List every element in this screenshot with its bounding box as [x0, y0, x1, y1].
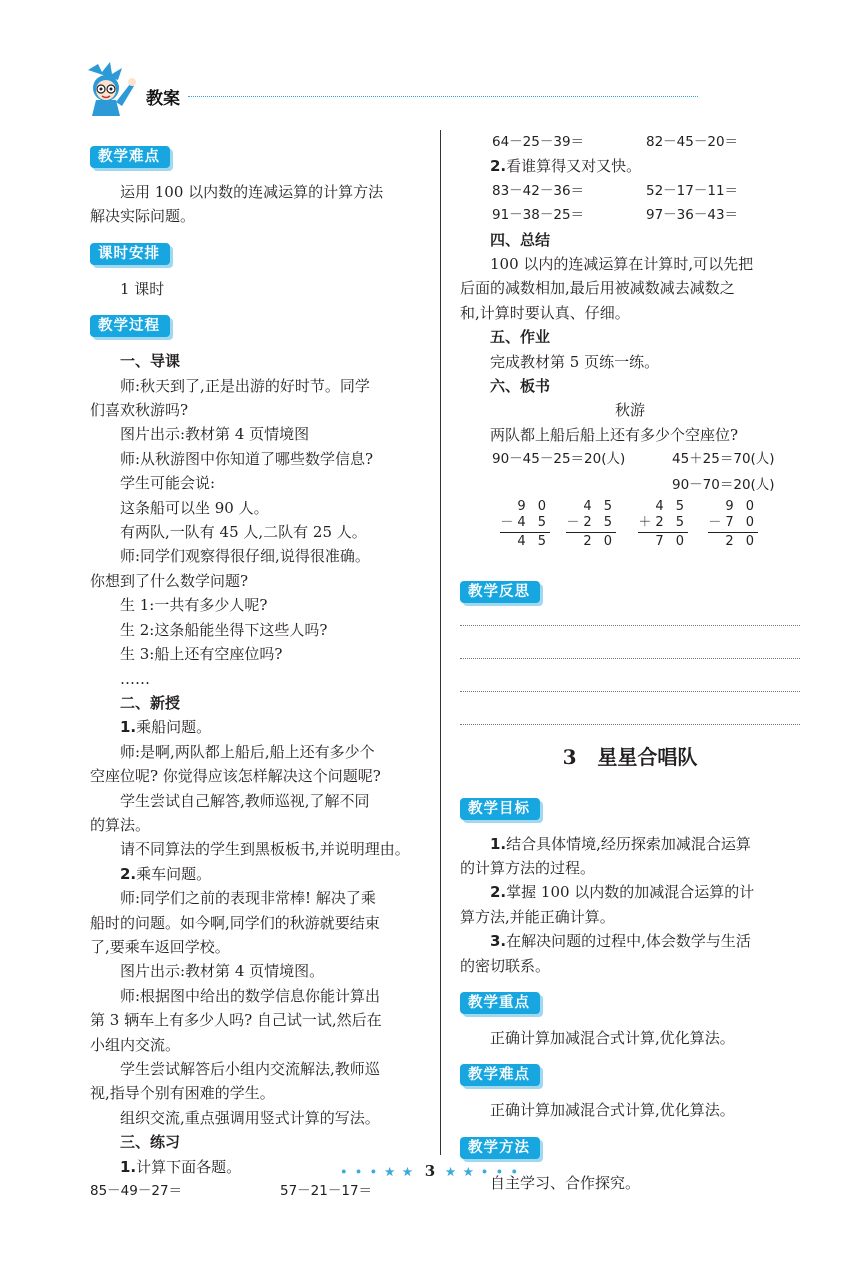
vertical-operand: －4 5: [500, 515, 550, 531]
paragraph: 有两队,一队有 45 人,二队有 25 人。: [120, 523, 367, 542]
paragraph: 师:从秋游图中你知道了哪些数学信息?: [120, 449, 374, 468]
subheading: 二、新授: [120, 693, 181, 712]
vertical-result: 2 0: [725, 534, 758, 550]
subheading: 一、导课: [120, 352, 181, 371]
lesson-heading: [460, 745, 800, 769]
vertical-operand: －7 0: [708, 515, 758, 531]
ellipsis: ……: [120, 669, 150, 688]
paragraph: 和,计算时要认真、仔细。: [460, 303, 630, 322]
paragraph: 师:根据图中给出的数学信息你能计算出: [120, 986, 381, 1005]
vertical-result: 2 0: [583, 534, 616, 550]
paragraph: 后面的减数相加,最后用被减数减去减数之: [460, 279, 735, 298]
item-number: 2.: [490, 157, 507, 176]
paragraph: 生 3:船上还有空座位吗?: [120, 645, 283, 664]
exercise-equation: 97－36－43＝: [646, 207, 739, 224]
paragraph: 学生可能会说:: [120, 474, 216, 493]
exercise-equation: 91－38－25＝: [492, 207, 585, 224]
writing-line: [460, 691, 800, 724]
exercise-equation: 57－21－17＝: [280, 1183, 373, 1200]
paragraph: 们喜欢秋游吗?: [90, 401, 189, 420]
vertical-calculations: [460, 499, 800, 565]
paragraph: 100 以内的连减运算在计算时,可以先把: [490, 255, 754, 274]
paragraph: 的密切联系。: [460, 956, 551, 975]
paragraph: 请不同算法的学生到黑板板书,并说明理由。: [120, 840, 410, 859]
paragraph: 学生尝试自己解答,教师巡视,了解不同: [120, 791, 370, 810]
vertical-operand: ＋2 5: [638, 515, 688, 531]
header-dotted-rule: [188, 96, 698, 97]
vertical-result: 7 0: [655, 534, 688, 550]
paragraph: 组织交流,重点强调用竖式计算的写法。: [120, 1108, 380, 1127]
lesson-title: 星星合唱队: [597, 745, 698, 770]
paragraph: 了,要乘车返回学校。: [90, 937, 230, 956]
exercise-equation: 52－17－11＝: [646, 182, 739, 199]
subheading: 五、作业: [490, 328, 551, 347]
paragraph: 师:秋天到了,正是出游的好时节。同学: [120, 376, 370, 395]
paragraph: 视,指导个别有困难的学生。: [90, 1084, 275, 1103]
subheading: 六、板书: [490, 377, 551, 396]
exercise-equation: 85－49－27＝: [90, 1183, 183, 1200]
page-header: [82, 62, 622, 118]
item-text: 结合具体情境,经历探索加减混合运算: [506, 834, 751, 853]
page-footer: [0, 1162, 860, 1180]
paragraph: 空座位呢? 你觉得应该怎样解决这个问题呢?: [90, 767, 381, 786]
paragraph: 师:同学们之前的表现非常棒! 解决了乘: [120, 889, 376, 908]
vertical-operand: －2 5: [566, 515, 616, 531]
section-badge-process: 教学过程: [90, 315, 170, 337]
board-equation: 90－45－25＝20(人): [492, 451, 626, 468]
vertical-top: 9 0: [725, 499, 758, 515]
page-number: 3: [424, 1162, 436, 1180]
item-text: 掌握 100 以内数的加减混合运算的计: [506, 883, 755, 902]
mascot-logo-icon: [82, 62, 144, 118]
paragraph: 图片出示:教材第 4 页情境图。: [120, 962, 325, 981]
section-badge-goals: 教学目标: [460, 798, 540, 820]
vertical-calc: [632, 499, 688, 550]
writing-line: [460, 625, 800, 658]
star-decoration-icon: ★ ★ • • •: [445, 1165, 520, 1179]
paragraph: 正确计算加减混合式计算,优化算法。: [490, 1028, 735, 1047]
item-text: 乘车问题。: [136, 864, 212, 883]
paragraph: 第 3 辆车上有多少人吗? 自己试一试,然后在: [90, 1011, 382, 1030]
item-number: 2.: [120, 864, 137, 883]
section-badge-difficulty: 教学难点: [90, 146, 170, 168]
paragraph: 生 2:这条船能坐得下这些人吗?: [120, 620, 328, 639]
paragraph: 自主学习、合作探究。: [490, 1173, 641, 1192]
paragraph: 师:同学们观察得很仔细,说得很准确。: [120, 547, 370, 566]
vertical-result: 4 5: [517, 534, 550, 550]
paragraph: 图片出示:教材第 4 页情境图: [120, 425, 310, 444]
exercise-equation: 64－25－39＝: [492, 134, 585, 150]
vertical-top: 9 0: [517, 499, 550, 515]
board-equation: 45＋25＝70(人): [672, 451, 775, 468]
vertical-calc: [702, 499, 758, 550]
exercise-equation: 82－45－20＝: [646, 134, 739, 150]
item-text: 看谁算得又对又快。: [506, 157, 642, 176]
paragraph: 船时的问题。如今啊,同学们的秋游就要结束: [90, 913, 380, 932]
star-decoration-icon: • • • ★ ★: [340, 1165, 415, 1179]
item-number: 1.: [490, 834, 507, 853]
paragraph: 小组内交流。: [90, 1035, 181, 1054]
board-title: 秋游: [614, 401, 645, 420]
writing-line: [460, 658, 800, 691]
section-badge-reflection: 教学反思: [460, 581, 540, 603]
paragraph: 生 1:一共有多少人呢?: [120, 596, 268, 615]
vertical-calc: [494, 499, 550, 550]
item-number: 2.: [490, 883, 507, 902]
lesson-number: 3: [562, 745, 577, 770]
section-badge-schedule: 课时安排: [90, 243, 170, 265]
subheading: 三、练习: [120, 1133, 181, 1152]
paragraph: 完成教材第 5 页练一练。: [490, 352, 660, 371]
paragraph: 的算法。: [90, 815, 151, 834]
paragraph: 的计算方法的过程。: [460, 858, 596, 877]
paragraph: 解决实际问题。: [90, 207, 196, 226]
board-equation: 90－70＝20(人): [672, 476, 775, 493]
column-divider: [440, 130, 441, 1155]
left-column: [90, 140, 430, 1203]
item-text: 乘船问题。: [136, 718, 212, 737]
paragraph: 你想到了什么数学问题?: [90, 571, 249, 590]
section-badge-key-points: 教学重点: [460, 992, 540, 1014]
subheading: 四、总结: [490, 230, 551, 249]
board-question: 两队都上船后船上还有多少个空座位?: [490, 425, 739, 444]
writing-line: [460, 724, 800, 745]
paragraph: 学生尝试解答后小组内交流解法,教师巡: [120, 1060, 380, 1078]
vertical-top: 4 5: [583, 499, 616, 515]
exercise-equation: 83－42－36＝: [492, 182, 585, 199]
item-number: 1.: [120, 1157, 137, 1176]
item-number: 3.: [490, 932, 507, 951]
paragraph: 这条船可以坐 90 人。: [120, 498, 269, 517]
paragraph: 1 课时: [120, 279, 165, 298]
paragraph: 运用 100 以内数的连减运算的计算方法: [120, 183, 384, 201]
item-number: 1.: [120, 718, 137, 737]
paragraph: 正确计算加减混合式计算,优化算法。: [490, 1101, 735, 1120]
item-text: 在解决问题的过程中,体会数学与生活: [506, 932, 751, 951]
paragraph: 师:是啊,两队都上船后,船上还有多少个: [120, 742, 375, 761]
paragraph: 算方法,并能正确计算。: [460, 907, 615, 926]
section-badge-difficulty: 教学难点: [460, 1064, 540, 1086]
vertical-calc: [560, 499, 616, 550]
right-column: [460, 130, 800, 1195]
header-title: 教案: [146, 89, 180, 109]
vertical-top: 4 5: [655, 499, 688, 515]
section-badge-methods: 教学方法: [460, 1137, 540, 1159]
item-text: 计算下面各题。: [136, 1157, 242, 1176]
